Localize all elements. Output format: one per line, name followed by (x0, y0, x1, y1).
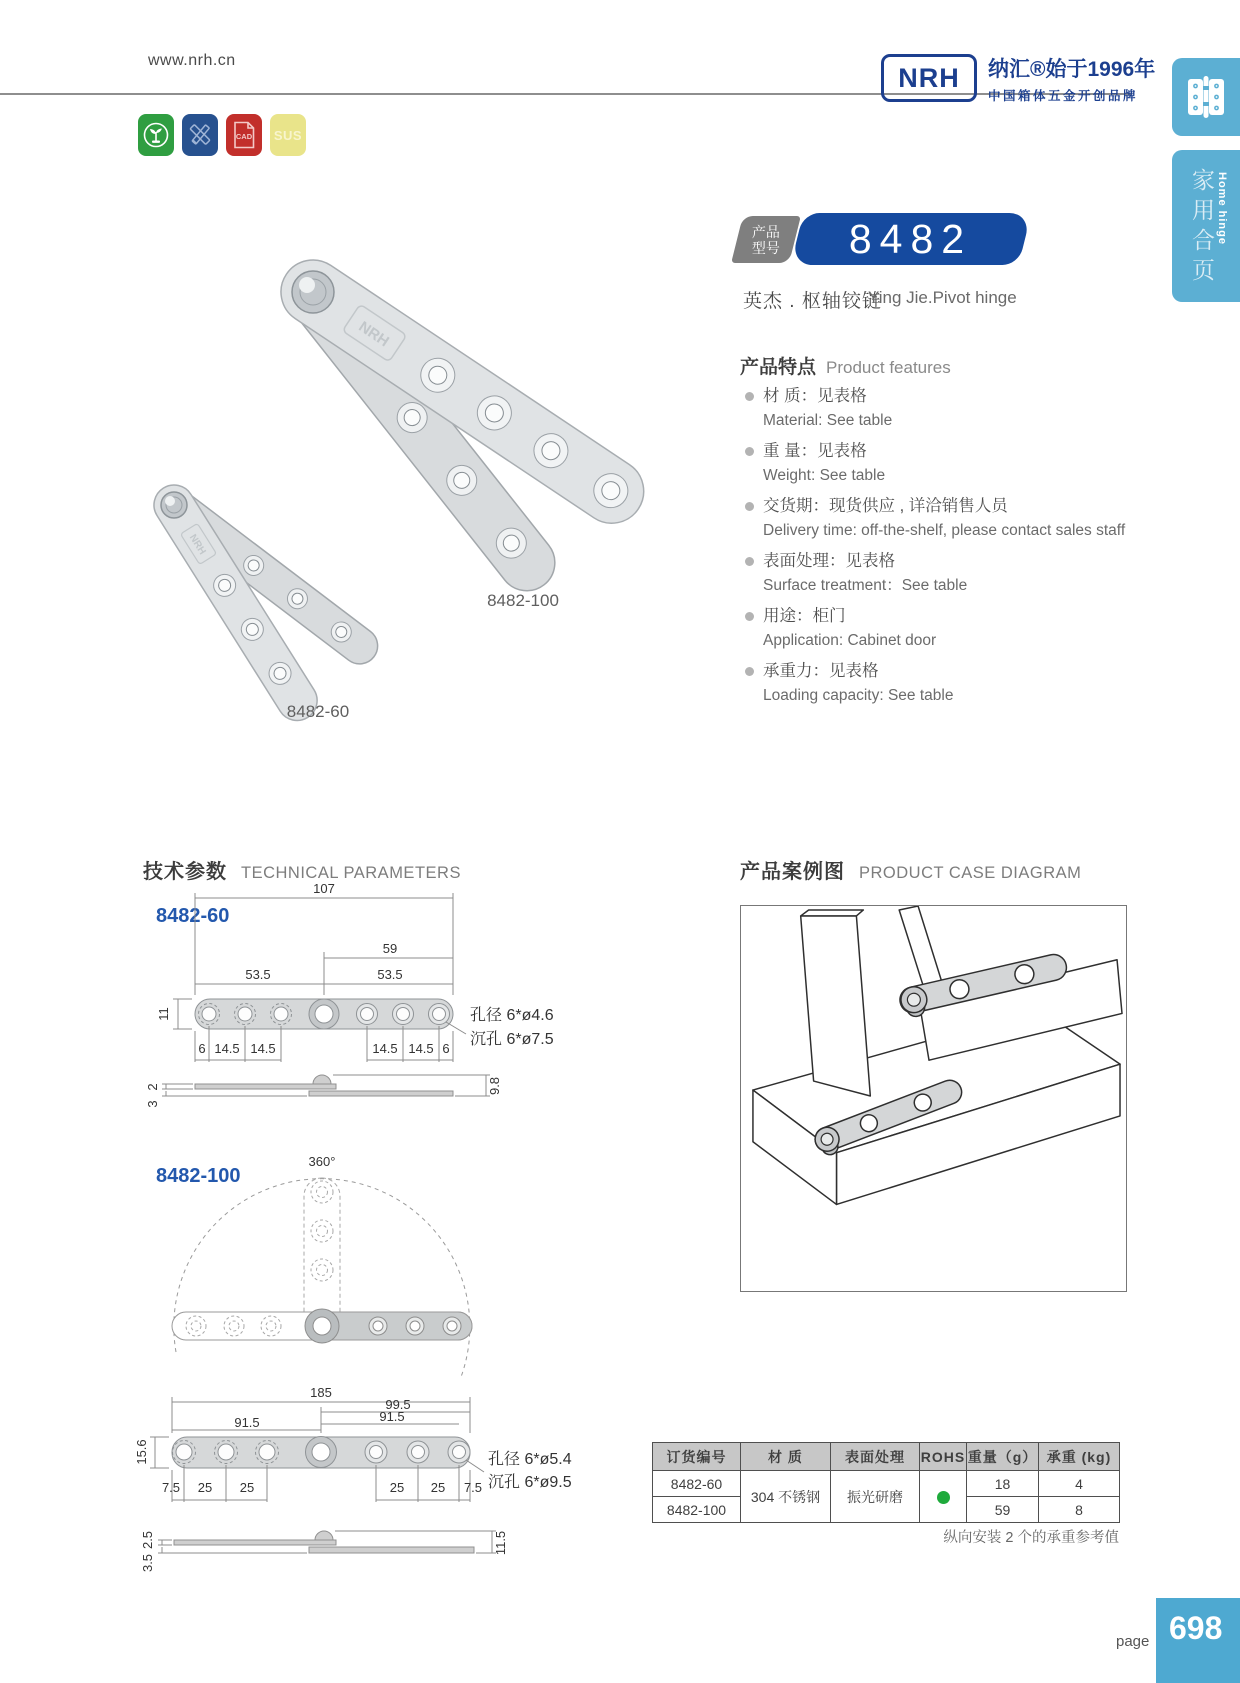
cell-order: 8482-100 (653, 1497, 741, 1523)
product-photo (120, 225, 680, 725)
cell-surface: 振光研磨 (831, 1471, 920, 1523)
feature-en: Material: See table (763, 412, 893, 429)
model-badge (791, 213, 1032, 265)
cell-weight: 59 (967, 1497, 1039, 1523)
nrh-logo-text: NRH (898, 62, 960, 93)
dim-label: 91.5 (379, 1409, 405, 1424)
dim-label: 11.5 (493, 1530, 508, 1556)
hole-note: 孔径 6*ø4.6 (470, 1007, 554, 1024)
side-view-100 (140, 1531, 508, 1572)
table-row (653, 1471, 1120, 1497)
case-heading-zh: 产品案例图 (740, 861, 845, 883)
cert-icon-row (138, 114, 306, 156)
feature-en: Loading capacity: See table (763, 687, 954, 704)
eco-icon (138, 114, 174, 156)
emboss-nrh-small: NRH (186, 532, 208, 557)
dim-label: 59 (382, 941, 398, 956)
dim-label: 9.8 (487, 1076, 502, 1096)
dim-label: 7.5 (161, 1480, 181, 1495)
hinge-icon (1187, 74, 1225, 120)
feature-item (740, 604, 1180, 653)
category-label-zh: 家用合页 (1189, 168, 1215, 288)
technical-drawings (120, 880, 680, 1600)
case-diagram-heading (740, 855, 1081, 884)
feature-item (740, 494, 1180, 543)
badge-line2: 型号 (752, 239, 780, 256)
col-order: 订货编号 (653, 1443, 741, 1471)
rotation-view-100 (172, 1154, 472, 1377)
tech-heading-en: TECHNICAL PARAMETERS (241, 864, 461, 882)
badge-line1: 产品 (752, 223, 780, 240)
dim-label: 25 (197, 1480, 213, 1495)
nrh-logo (881, 54, 977, 102)
dim-label: 2 (145, 1083, 160, 1091)
feature-zh: 表面处理：见表格 (763, 552, 895, 570)
dim-label: 2.5 (140, 1530, 155, 1550)
feature-en: Surface treatment：See table (763, 577, 968, 594)
dim-label: 25 (430, 1480, 446, 1495)
dim-label: 25 (389, 1480, 405, 1495)
dim-label: 14.5 (408, 1041, 434, 1056)
cad-icon (226, 114, 262, 156)
dim-label: 107 (313, 881, 335, 896)
page-number-box (1156, 1598, 1240, 1683)
dim-label: 7.5 (463, 1480, 483, 1495)
feature-item (740, 384, 1180, 433)
feature-en: Application: Cabinet door (763, 632, 937, 649)
photo-label-small: 8482-60 (286, 702, 350, 721)
cell-material: 304 不锈钢 (741, 1471, 831, 1523)
features-heading-zh: 产品特点 (740, 357, 817, 378)
sidebar-tab-home-hinge[interactable] (1172, 150, 1240, 302)
brand-text (988, 53, 1168, 104)
page-number: 698 (1169, 1610, 1223, 1646)
dim-label: 11 (156, 1007, 171, 1021)
cad-label: CAD (235, 132, 253, 141)
col-rohs: ROHS (920, 1443, 967, 1471)
feature-item (740, 439, 1180, 488)
model-number: 8482 (849, 215, 973, 262)
dim-label: 6 (198, 1041, 206, 1056)
case-heading-en: PRODUCT CASE DIAGRAM (859, 864, 1082, 882)
dim-label: 3.5 (140, 1553, 155, 1573)
drawing-label-60: 8482-60 (156, 905, 230, 927)
top-view-100 (134, 1385, 572, 1502)
rohs-pass-indicator (937, 1491, 950, 1504)
bullet-icon (745, 502, 754, 511)
hole-note: 孔径 6*ø5.4 (488, 1451, 572, 1468)
design-tools-icon (182, 114, 218, 156)
cell-weight: 18 (967, 1471, 1039, 1497)
col-weight: 重量（g） (967, 1443, 1039, 1471)
cell-load: 8 (1039, 1497, 1120, 1523)
bullet-icon (745, 612, 754, 621)
brand-line1: 纳汇®始于1996年 (988, 58, 1156, 81)
col-material: 材 质 (741, 1443, 831, 1471)
product-subtitle-en: Ying Jie.Pivot hinge (868, 288, 1017, 307)
tech-heading-zh: 技术参数 (143, 861, 227, 883)
dim-label: 14.5 (250, 1041, 276, 1056)
feature-en: Weight: See table (763, 467, 886, 484)
category-label-en: Home hinge (1216, 172, 1228, 245)
feature-zh: 交货期：现货供应 , 详洽销售人员 (763, 497, 1008, 515)
col-surface: 表面处理 (831, 1443, 920, 1471)
model-badge-prefix (731, 216, 801, 263)
page-label: page (1116, 1633, 1150, 1650)
bullet-icon (745, 447, 754, 456)
drawing-label-100: 8482-100 (156, 1165, 241, 1187)
bullet-icon (745, 667, 754, 676)
emboss-nrh-large: NRH (355, 318, 392, 351)
photo-label-large: 8482-100 (487, 591, 559, 610)
dim-label: 25 (239, 1480, 255, 1495)
bullet-icon (745, 557, 754, 566)
angle-label: 360° (308, 1154, 336, 1169)
feature-en: Delivery time: off-the-shelf, please contact sales staff (763, 522, 1126, 539)
features-heading-en: Product features (826, 358, 951, 377)
dim-label: 6 (442, 1041, 450, 1056)
sink-note: 沉孔 6*ø9.5 (488, 1474, 572, 1491)
table-header-row (653, 1443, 1120, 1471)
sink-note: 沉孔 6*ø7.5 (470, 1031, 554, 1048)
cell-order: 8482-60 (653, 1471, 741, 1497)
dim-label: 53.5 (245, 967, 271, 982)
table-footnote: 纵向安装 2 个的承重参考值 (943, 1530, 1119, 1546)
dim-label: 53.5 (377, 967, 403, 982)
dim-label: 14.5 (214, 1041, 240, 1056)
features-list (740, 384, 1180, 714)
col-load: 承重 (kg) (1039, 1443, 1120, 1471)
sus-label: SUS (273, 127, 303, 143)
site-url: www.nrh.cn (148, 52, 236, 69)
feature-zh: 重 量：见表格 (763, 442, 867, 460)
product-subtitle-zh: 英杰 . 枢轴铰链 (743, 291, 882, 312)
dim-label: 91.5 (234, 1415, 260, 1430)
sidebar-tab-hinge[interactable] (1172, 58, 1240, 136)
brand-line2: 中国箱体五金开创品牌 (988, 89, 1139, 103)
feature-item (740, 549, 1180, 598)
feature-zh: 材 质：见表格 (763, 387, 867, 405)
feature-item (740, 659, 1180, 708)
features-heading (740, 352, 951, 379)
side-view-60 (145, 1075, 502, 1108)
dim-label: 3 (145, 1100, 160, 1108)
dim-label: 14.5 (372, 1041, 398, 1056)
bullet-icon (745, 392, 754, 401)
spec-table (652, 1442, 1120, 1523)
cell-load: 4 (1039, 1471, 1120, 1497)
dim-label: 15.6 (134, 1439, 149, 1465)
cell-rohs (920, 1471, 967, 1523)
case-diagram-drawing (741, 906, 1124, 1289)
case-diagram-frame (740, 905, 1127, 1292)
feature-zh: 用途：柜门 (763, 607, 846, 625)
dim-label: 99.5 (385, 1397, 411, 1412)
sus-icon (270, 114, 306, 156)
feature-zh: 承重力：见表格 (763, 662, 879, 680)
dim-label: 185 (310, 1385, 332, 1400)
